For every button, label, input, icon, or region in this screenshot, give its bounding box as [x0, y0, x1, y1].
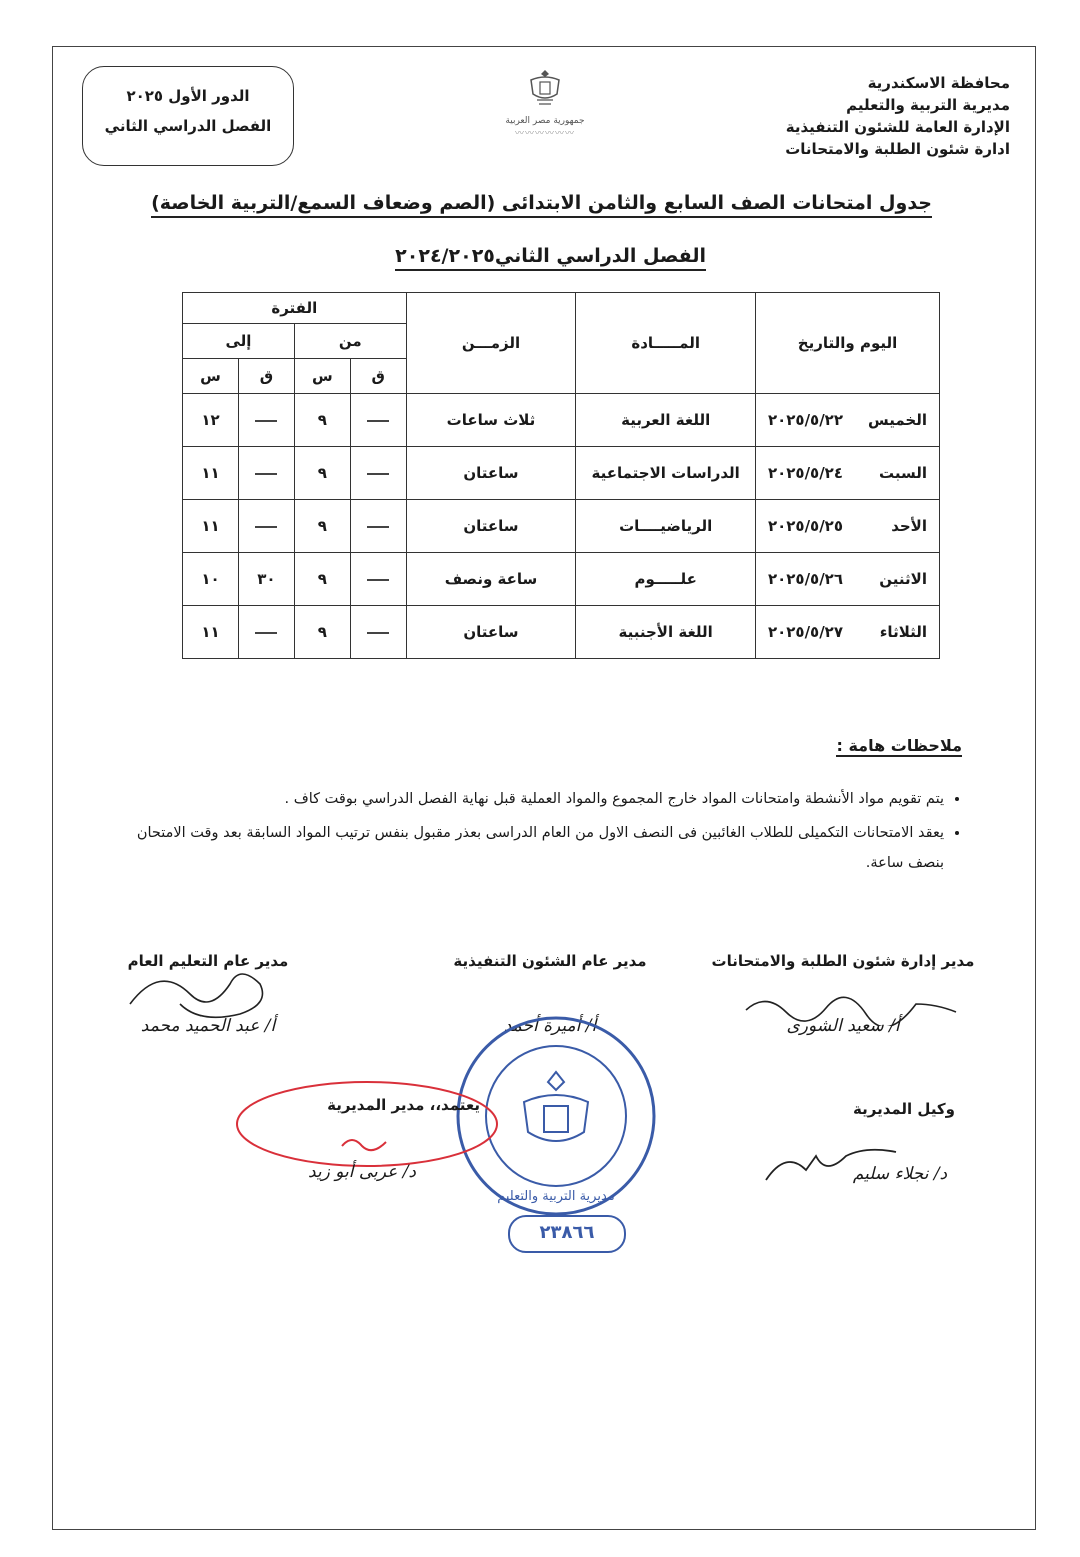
eagle-emblem [470, 66, 620, 176]
emblem-scribble: 〰〰〰〰〰〰 [514, 129, 575, 139]
signature-title: مدير إدارة شئون الطلبة والامتحانات [711, 952, 975, 970]
eagle-icon [525, 66, 565, 110]
signature-title: مدير عام الشئون التنفيذية [453, 952, 647, 970]
table-row [183, 394, 940, 447]
day-name: السبت [878, 464, 927, 482]
date-value: ٢٠٢٥/٥/٢٢ [767, 411, 843, 429]
table-row [183, 500, 940, 553]
date-value: ٢٠٢٥/٥/٢٤ [767, 464, 843, 482]
from-hours-cell: ٩ [294, 394, 350, 447]
day-date-cell [756, 606, 940, 659]
duration-cell: ساعة ونصف [406, 553, 576, 606]
from-hours-cell: ٩ [294, 500, 350, 553]
header-hours: س [183, 359, 239, 394]
signature-name: د/ نجلاء سليم [852, 1164, 948, 1184]
subject-cell: اللغة الأجنبية [576, 606, 756, 659]
day-date-cell [756, 500, 940, 553]
from-minutes-cell [350, 606, 406, 659]
date-value: ٢٠٢٥/٥/٢٦ [767, 570, 843, 588]
from-minutes-cell [350, 447, 406, 500]
header-hours: س [294, 359, 350, 394]
header-duration: الزمـــن [406, 293, 576, 394]
signature-name: د/ عربى أبو زيد [307, 1162, 417, 1182]
stamp-caption: مديرية التربية والتعليم [497, 1189, 615, 1204]
date-value: ٢٠٢٥/٥/٢٧ [767, 623, 843, 641]
signature-title: مدير عام التعليم العام [127, 952, 289, 970]
signature-title: وكيل المديرية [853, 1100, 955, 1118]
exam-schedule-table [182, 292, 940, 659]
emblem-caption: جمهورية مصر العربية [505, 116, 585, 126]
signature-block-deputy [844, 1100, 964, 1118]
signature-name: أ/ عبد الحميد محمد [140, 1016, 276, 1036]
from-hours-cell: ٩ [294, 447, 350, 500]
semester-label: الفصل الدراسي الثاني [104, 117, 272, 135]
header-minutes: ق [238, 359, 294, 394]
signature-name: أ/ أميرة أحمد [503, 1016, 597, 1036]
table-row [183, 447, 940, 500]
header-to: إلى [183, 324, 295, 359]
notes-list [112, 784, 962, 882]
to-hours-cell: ١١ [183, 606, 239, 659]
red-pen-oval [232, 1076, 502, 1172]
document-title: جدول امتحانات الصف السابع والثامن الابتدائى (الصم وضعاف السمع/التربية الخاصة) [151, 192, 932, 218]
day-name: الاثنين [879, 570, 927, 588]
from-hours-cell: ٩ [294, 553, 350, 606]
day-date-cell [756, 447, 940, 500]
duration-cell: ساعتان [406, 447, 576, 500]
org-line: الإدارة العامة للشئون التنفيذية [785, 118, 1010, 136]
from-minutes-cell [350, 553, 406, 606]
signature-scribble [120, 964, 300, 1034]
approval-label: يعتمد،، مدير المديرية [327, 1096, 480, 1114]
subject-cell: اللغة العربية [576, 394, 756, 447]
to-hours-cell: ١١ [183, 500, 239, 553]
from-hours-cell: ٩ [294, 606, 350, 659]
exam-session-box [82, 66, 294, 166]
header-minutes: ق [350, 359, 406, 394]
date-value: ٢٠٢٥/٥/٢٥ [767, 517, 843, 535]
table-row [183, 606, 940, 659]
duration-cell: ثلاث ساعات [406, 394, 576, 447]
subject-cell: الدراسات الاجتماعية [576, 447, 756, 500]
day-name: الأحد [891, 517, 927, 535]
note-item: • يعقد الامتحانات التكميلى للطلاب الغائبين فى النصف الاول من العام الدراسى بعذر مقبول بنفس ترتيب المواد السابقة بعد وقت الامتحان بنصف ساعة. [112, 818, 944, 878]
signature-block-director [262, 1162, 462, 1182]
from-minutes-cell [350, 394, 406, 447]
to-minutes-cell [238, 447, 294, 500]
from-minutes-cell [350, 500, 406, 553]
document-subtitle: الفصل الدراسي الثاني٢٠٢٤/٢٠٢٥ [395, 245, 706, 271]
stamp-number: ٢٣٨٦٦ [508, 1215, 626, 1253]
notes-title: ملاحظات هامة : [836, 736, 962, 755]
to-hours-cell: ١٢ [183, 394, 239, 447]
day-name: الخميس [868, 411, 927, 429]
table-row [183, 553, 940, 606]
day-date-cell [756, 394, 940, 447]
day-name: الثلاثاء [879, 623, 927, 641]
signature-block-deputy-name [810, 1164, 990, 1184]
day-date-cell [756, 553, 940, 606]
signature-scribble [736, 990, 966, 1026]
org-line: ادارة شئون الطلبة والامتحانات [785, 140, 1010, 158]
subject-cell: علـــــوم [576, 553, 756, 606]
header-from: من [294, 324, 406, 359]
org-line: محافظة الاسكندرية [867, 74, 1010, 92]
header-subject: المـــــادة [576, 293, 756, 394]
session-label: الدور الأول ٢٠٢٥ [126, 87, 250, 105]
header-period: الفترة [183, 293, 407, 324]
org-line: مديرية التربية والتعليم [846, 96, 1010, 114]
duration-cell: ساعتان [406, 500, 576, 553]
duration-cell: ساعتان [406, 606, 576, 659]
to-minutes-cell [238, 606, 294, 659]
to-minutes-cell [238, 394, 294, 447]
to-minutes-cell [238, 500, 294, 553]
header-day-date: اليوم والتاريخ [756, 293, 940, 394]
subject-cell: الرياضيــــات [576, 500, 756, 553]
to-minutes-cell: ٣٠ [238, 553, 294, 606]
note-item: • يتم تقويم مواد الأنشطة وامتحانات المواد خارج المجموع والمواد العملية قبل نهاية الفصل الدراسي بوقت كاف . [112, 784, 944, 814]
to-hours-cell: ١٠ [183, 553, 239, 606]
header-organization [770, 72, 1010, 160]
signature-name: أ/ سعيد الشورى [786, 1016, 900, 1036]
to-hours-cell: ١١ [183, 447, 239, 500]
